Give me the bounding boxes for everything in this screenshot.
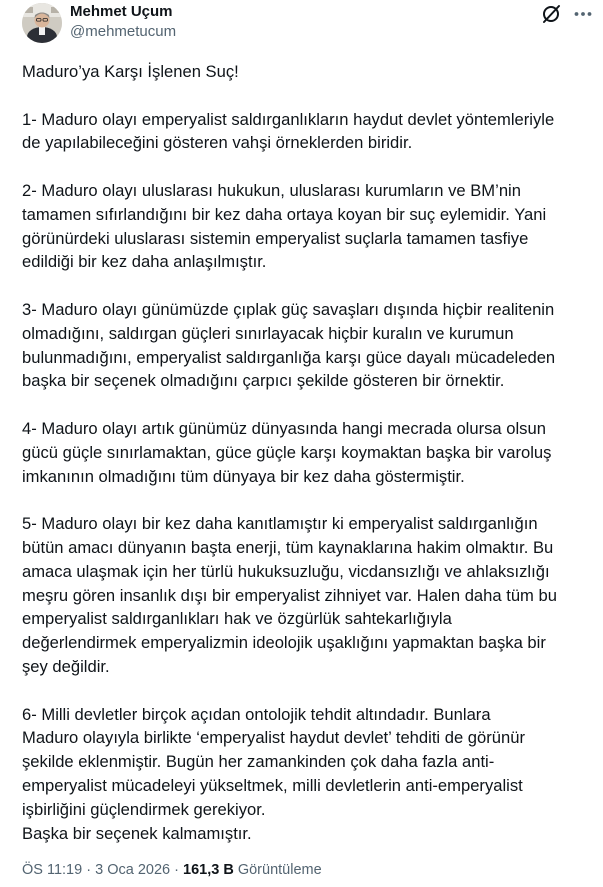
paragraph-line: bulunmadığını, emperyalist saldırganlığa karşı güce dayalı mücadeleden — [22, 347, 556, 367]
paragraph-line: emperyalist mücadeleyi yükseltmek, milli devletlerin anti-emperyalist — [22, 775, 523, 795]
paragraph-line: imkanının olmadığını tüm dünyaya bir kez daha göstermiştir. — [22, 466, 465, 486]
author-handle[interactable]: @mehmetucum — [70, 23, 177, 40]
avatar[interactable] — [22, 3, 62, 43]
more-icon[interactable] — [572, 4, 594, 24]
tweet-date[interactable]: 3 Oca 2026 — [95, 862, 171, 878]
paragraph-line: 2- Maduro olayı uluslarası hukukun, uluslarası kurumların ve BM’nin — [22, 180, 521, 200]
tweet-title: Maduro’ya Karşı İşlenen Suç! — [22, 62, 239, 81]
paragraph-line: 4- Maduro olayı artık günümüz dünyasında hangi mecrada olursa olsun — [22, 418, 546, 438]
paragraph-line: şey değildir. — [22, 656, 110, 676]
meta-separator: · — [86, 862, 92, 878]
paragraph-line: şekilde eklenmiştir. Bugün her zamankinden çok daha fazla anti- — [22, 752, 495, 772]
grok-icon[interactable] — [540, 4, 562, 24]
paragraph-line: 6- Milli devletler birçok açıdan ontolojik tehdit altındadır. Bunlara — [22, 704, 491, 724]
paragraph-line: Maduro olayıyla birlikte ‘emperyalist haydut devlet’ tehditi de görünür — [22, 728, 525, 748]
views-label[interactable]: Görüntüleme — [237, 862, 322, 878]
tweet-text — [22, 60, 590, 845]
paragraph-line: 1- Maduro olayı emperyalist saldırganlıkların haydut devlet yöntemleriyle — [22, 109, 555, 129]
paragraph-line: 5- Maduro olayı bir kez daha kanıtlamıştır ki emperyalist saldırganlığın — [22, 514, 538, 534]
paragraph-line: edildiği bir kez daha anlaşılmıştır. — [22, 252, 267, 272]
paragraph-line: Başka bir seçenek kalmamıştır. — [22, 823, 252, 843]
avatar-image — [22, 3, 62, 43]
paragraph-line: de yapılabileceğini gösteren vahşi örneklerden biridir. — [22, 133, 413, 153]
paragraph-line: işbirliğini güçlendirmek gerekiyor. — [22, 799, 266, 819]
paragraph-line: tamamen sıfırlandığını bir kez daha ortaya koyan bir suç eylemidir. Yani — [22, 204, 547, 224]
paragraph-line: amaca ulaşmak için her türlü hukuksuzluğu, vicdansızlığı ve ahlaksızlığı — [22, 561, 550, 581]
paragraph-line: başka bir seçenek olmadığını çarpıcı şekilde gösteren bir örnektir. — [22, 371, 505, 391]
paragraph-line: görünürdeki uluslarası sistemin emperyalist suçlarla tamamen tasfiye — [22, 228, 529, 248]
author-name[interactable]: Mehmet Uçum — [70, 3, 173, 20]
paragraph-line: olmadığını, saldırgan güçleri sınırlayacak hiçbir kuralın ve kurumun — [22, 323, 514, 343]
paragraph-line: gücü güçle sınırlamaktan, güce güçle karşı koymaktan başka bir varoluş — [22, 442, 552, 462]
tweet-time[interactable]: ÖS 11:19 — [22, 862, 83, 878]
meta-separator: · — [174, 862, 179, 878]
paragraph-line: bütün amacı dünyanın başta enerji, tüm kaynaklarına hakim olmaktır. Bu — [22, 537, 554, 557]
paragraph-line: emperyalist saldırganlıkları hak ve özgürlük sahtekarlığıyla — [22, 609, 452, 629]
paragraph-line: meşru gören insanlık dışı bir emperyalist zihniyet var. Halen daha tüm bu — [22, 585, 557, 605]
paragraph-line: değerlendirmek emperyalizmin ideolojik uşaklığını yapmaktan başka bir — [22, 633, 546, 653]
paragraph-line: 3- Maduro olayı günümüzde çıplak güç savaşları dışında hiçbir realitenin — [22, 299, 555, 319]
tweet-meta — [22, 861, 322, 879]
tweet-header — [0, 0, 603, 52]
views-count: 161,3 B — [183, 862, 234, 878]
